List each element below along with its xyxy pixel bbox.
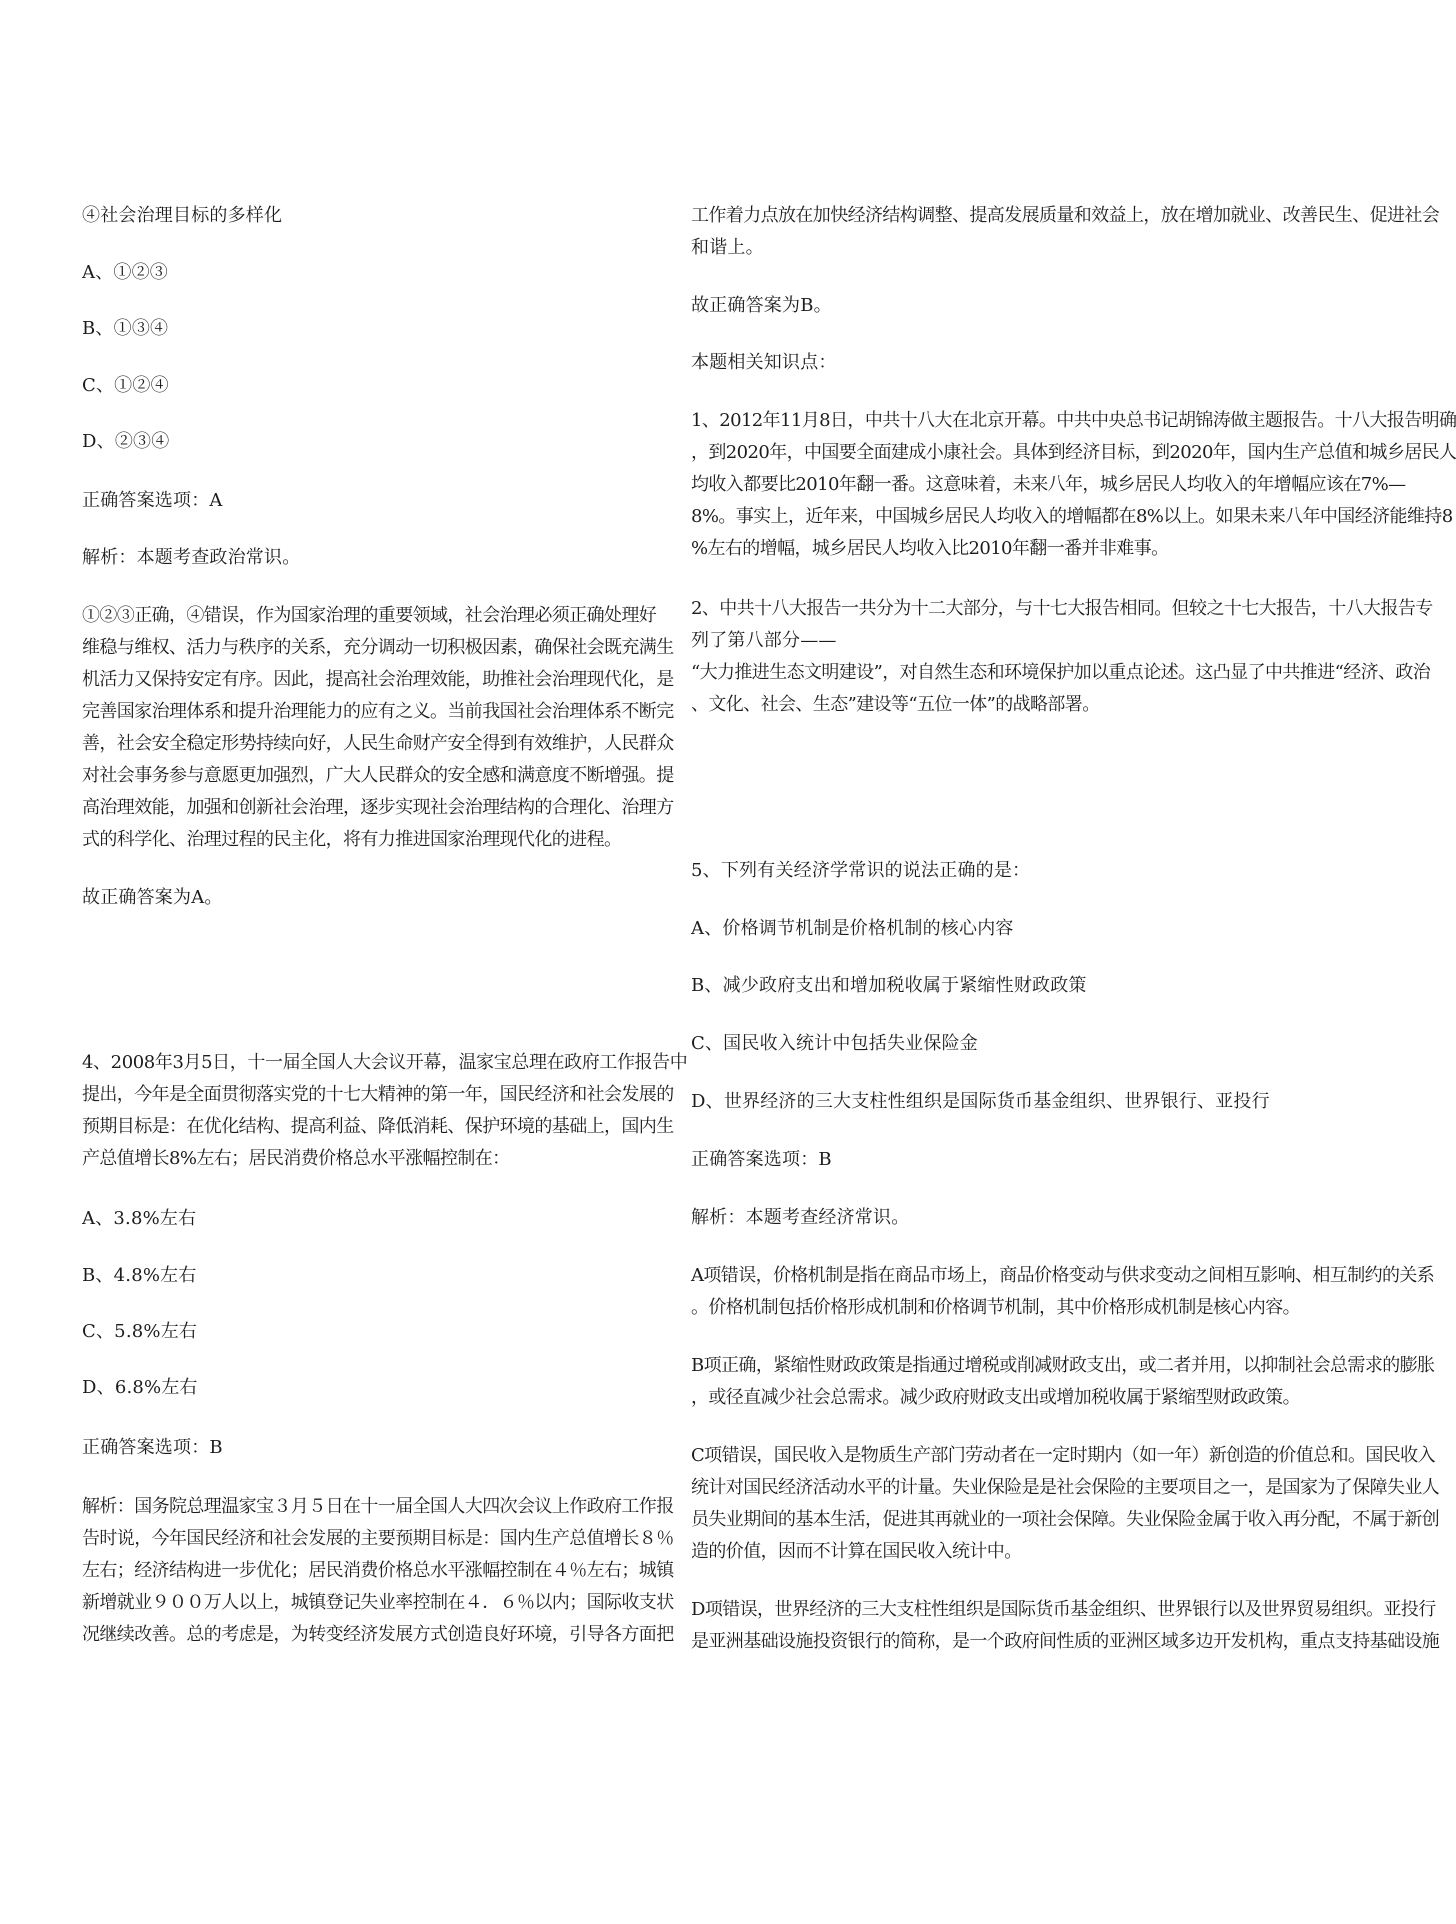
right-text-line: ，或径直减少社会总需求。减少政府财政支出或增加税收属于紧缩型财政政策。 (691, 1387, 1300, 1408)
right-text-line: 解析：本题考查经济常识。 (691, 1207, 910, 1228)
left-text-line: 故正确答案为A。 (82, 887, 223, 908)
right-text-line: C项错误，国民收入是物质生产部门劳动者在一定时期内（如一年）新创造的价值总和。国民收入 (691, 1445, 1435, 1466)
left-text-line: 新增就业９００万人以上，城镇登记失业率控制在４．６％以内；国际收支状 (82, 1592, 674, 1613)
right-text-line: 均收入都要比2010年翻一番。这意味着，未来八年，城乡居民人均收入的年增幅应该在7%— (691, 474, 1406, 495)
right-text-line: D项错误，世界经济的三大支柱性组织是国际货币基金组织、世界银行以及世界贸易组织。亚投行 (691, 1599, 1436, 1620)
right-text-line: 正确答案选项：B (691, 1149, 832, 1170)
left-text-line: B、4.8%左右 (82, 1265, 197, 1286)
left-text-line: 提出，今年是全面贯彻落实党的十七大精神的第一年，国民经济和社会发展的 (82, 1084, 674, 1105)
left-text-line: D、②③④ (82, 431, 170, 452)
left-text-line: 解析：国务院总理温家宝３月５日在十一届全国人大四次会议上作政府工作报 (82, 1496, 674, 1517)
right-text-line: 是亚洲基础设施投资银行的简称，是一个政府间性质的亚洲区域多边开发机构，重点支持基础设施 (691, 1631, 1440, 1652)
left-text-line: 4、2008年3月5日，十一届全国人大会议开幕，温家宝总理在政府工作报告中 (82, 1052, 688, 1073)
left-text-line: 况继续改善。总的考虑是，为转变经济发展方式创造良好环境，引导各方面把 (82, 1624, 674, 1645)
right-text-line: 统计对国民经济活动水平的计量。失业保险是是社会保险的主要项目之一，是国家为了保障失业人 (691, 1477, 1440, 1498)
right-text-line: 工作着力点放在加快经济结构调整、提高发展质量和效益上，放在增加就业、改善民生、促进社会 (691, 205, 1440, 226)
left-text-line: B、①③④ (82, 318, 169, 339)
right-text-line: %左右的增幅，城乡居民人均收入比2010年翻一番并非难事。 (691, 538, 1169, 559)
left-text-line: D、6.8%左右 (82, 1377, 198, 1398)
left-text-line: A、3.8%左右 (82, 1208, 197, 1229)
left-text-line: 解析：本题考查政治常识。 (82, 547, 301, 568)
left-text-line: 高治理效能，加强和创新社会治理，逐步实现社会治理结构的合理化、治理方 (82, 797, 674, 818)
right-text-line: 造的价值，因而不计算在国民收入统计中。 (691, 1541, 1022, 1562)
left-text-line: C、①②④ (82, 375, 169, 396)
right-text-line: A项错误，价格机制是指在商品市场上，商品价格变动与供求变动之间相互影响、相互制约的关系 (691, 1265, 1435, 1286)
right-text-line: D、世界经济的三大支柱性组织是国际货币基金组织、世界银行、亚投行 (691, 1091, 1270, 1112)
left-text-line: 善，社会安全稳定形势持续向好，人民生命财产安全得到有效维护，人民群众 (82, 733, 674, 754)
left-text-line: 预期目标是：在优化结构、提高利益、降低消耗、保护环境的基础上，国内生 (82, 1116, 674, 1137)
right-text-line: 本题相关知识点： (691, 352, 837, 373)
right-text-line: 和谐上。 (691, 237, 764, 258)
right-text-line: “大力推进生态文明建设”，对自然生态和环境保护加以重点论述。这凸显了中共推进“经济、政治 (691, 662, 1431, 683)
right-text-line: A、价格调节机制是价格机制的核心内容 (691, 918, 1014, 939)
right-text-line: 5、下列有关经济学常识的说法正确的是： (691, 860, 1031, 881)
right-text-line: 列了第八部分—— (691, 630, 837, 651)
right-text-line: ，到2020年，中国要全面建成小康社会。具体到经济目标，到2020年，国内生产总值和城乡居民人 (691, 442, 1456, 463)
left-text-line: 产总值增长8%左右；居民消费价格总水平涨幅控制在： (82, 1148, 510, 1169)
right-text-line: 故正确答案为B。 (691, 295, 832, 316)
left-text-line: 告时说，今年国民经济和社会发展的主要预期目标是：国内生产总值增长８％ (82, 1528, 674, 1549)
right-text-line: 员失业期间的基本生活，促进其再就业的一项社会保障。失业保险金属于收入再分配，不属于新创 (691, 1509, 1440, 1530)
left-text-line: 正确答案选项：B (82, 1437, 223, 1458)
left-text-line: 完善国家治理体系和提升治理能力的应有之义。当前我国社会治理体系不断完 (82, 701, 674, 722)
right-text-line: B项正确，紧缩性财政政策是指通过增税或削减财政支出，或二者并用，以抑制社会总需求的膨胀 (691, 1355, 1435, 1376)
right-text-line: 1、2012年11月8日，中共十八大在北京开幕。中共中央总书记胡锦涛做主题报告。十八大报告明确 (691, 410, 1456, 431)
left-text-line: ④社会治理目标的多样化 (82, 205, 283, 226)
right-text-line: 8%。事实上，近年来，中国城乡居民人均收入的增幅都在8%以上。如果未来八年中国经济能维持8 (691, 506, 1453, 527)
right-text-line: B、减少政府支出和增加税收属于紧缩性财政政策 (691, 975, 1087, 996)
right-text-line: 2、中共十八大报告一共分为十二大部分，与十七大报告相同。但较之十七大报告，十八大报告专 (691, 598, 1433, 619)
left-text-line: 对社会事务参与意愿更加强烈，广大人民群众的安全感和满意度不断增强。提 (82, 765, 674, 786)
left-text-line: C、5.8%左右 (82, 1321, 198, 1342)
right-text-line: C、国民收入统计中包括失业保险金 (691, 1033, 978, 1054)
left-text-line: 式的科学化、治理过程的民主化，将有力推进国家治理现代化的进程。 (82, 829, 622, 850)
left-text-line: A、①②③ (82, 262, 168, 283)
left-text-line: ①②③正确，④错误，作为国家治理的重要领域，社会治理必须正确处理好 (82, 605, 657, 626)
right-text-line: 。价格机制包括价格形成机制和价格调节机制，其中价格形成机制是核心内容。 (691, 1297, 1300, 1318)
left-text-line: 左右；经济结构进一步优化；居民消费价格总水平涨幅控制在４％左右；城镇 (82, 1560, 674, 1581)
right-text-line: 、文化、社会、生态”建设等“五位一体”的战略部署。 (691, 694, 1100, 715)
left-text-line: 机活力又保持安定有序。因此，提高社会治理效能，助推社会治理现代化，是 (82, 669, 674, 690)
left-text-line: 维稳与维权、活力与秩序的关系，充分调动一切积极因素，确保社会既充满生 (82, 637, 674, 658)
left-text-line: 正确答案选项：A (82, 490, 223, 511)
